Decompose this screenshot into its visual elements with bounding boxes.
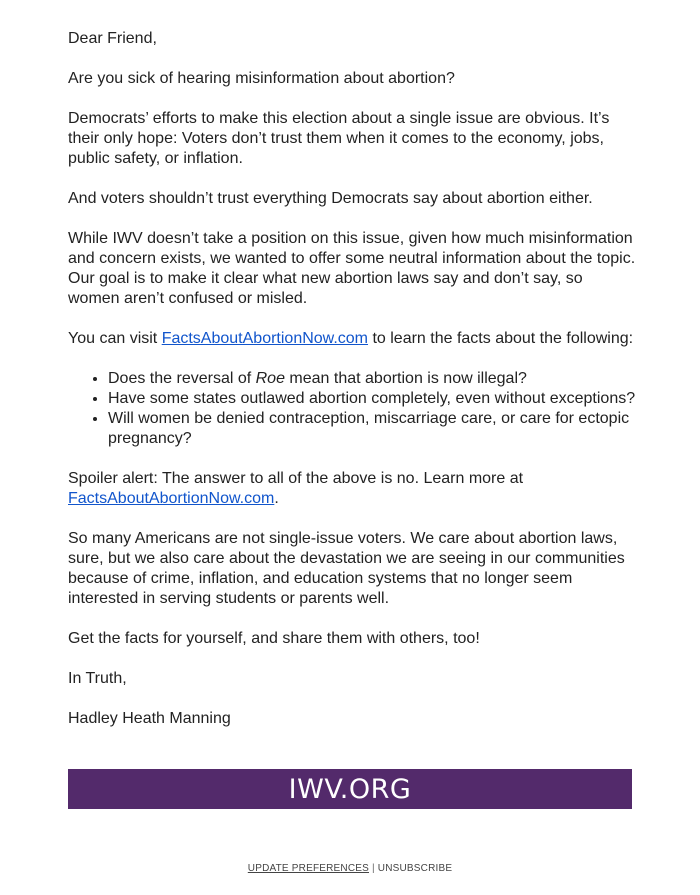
paragraph-intro: Are you sick of hearing misinformation about abortion? [68,70,455,87]
paragraph-trust: And voters shouldn’t trust everything Democrats say about abortion either. [68,190,593,207]
paragraph-spoiler [68,469,636,509]
footer-separator: | [371,863,375,874]
spoiler-text-before: Spoiler alert: The answer to all of the above is no. Learn more at [68,470,524,487]
visit-text-after: to learn the facts about the following: [368,330,634,347]
paragraph-neutral-info: While IWV doesn’t take a position on this issue, given how much misinformation and concern exists, we wanted to offer some neutral information about the topic. Our goal is to make it clear what new abortion laws say and don’t say, so women aren’t confused or misled. [68,230,636,307]
bullet-1-after: mean that abortion is now illegal? [284,370,527,387]
paragraph-share: Get the facts for yourself, and share them with others, too! [68,630,480,647]
visit-text-before: You can visit [68,330,162,347]
list-item: • Will women be denied contraception, miscarriage care, or care for ectopic pregnancy? [108,409,636,449]
closing: In Truth, [68,670,127,687]
unsubscribe-link[interactable]: UNSUBSCRIBE [377,863,453,874]
email-body [68,29,636,749]
list-item [108,369,636,389]
paragraph-democrats: Democrats’ efforts to make this election about a single issue are obvious. It’s their only hope: Voters don’t trust them when it comes to the economy, jobs, public safety, or inflation. [68,110,610,167]
facts-list [68,369,636,449]
bullet-1-before: Does the reversal of [108,370,256,387]
roe-italic: Roe [255,370,285,387]
paragraph-visit [68,329,636,349]
iwv-banner-link[interactable] [68,769,632,809]
email-footer [0,863,700,874]
list-item: • Have some states outlawed abortion completely, even without exceptions? [108,389,636,409]
signature: Hadley Heath Manning [68,710,231,727]
update-preferences-link[interactable]: UPDATE PREFERENCES [247,863,369,874]
paragraph-voters: So many Americans are not single-issue voters. We care about abortion laws, sure, but we also care about the devastation we are seeing in our communities because of crime, inflation, and education systems that no longer seem interested in serving students or parents well. [68,530,625,607]
spoiler-text-after: . [274,490,279,507]
greeting: Dear Friend, [68,30,157,47]
facts-link-1[interactable]: FactsAboutAbortionNow.com [161,330,369,347]
facts-link-2[interactable]: FactsAboutAbortionNow.com [68,490,275,507]
banner-text: IWV.ORG [288,773,412,805]
